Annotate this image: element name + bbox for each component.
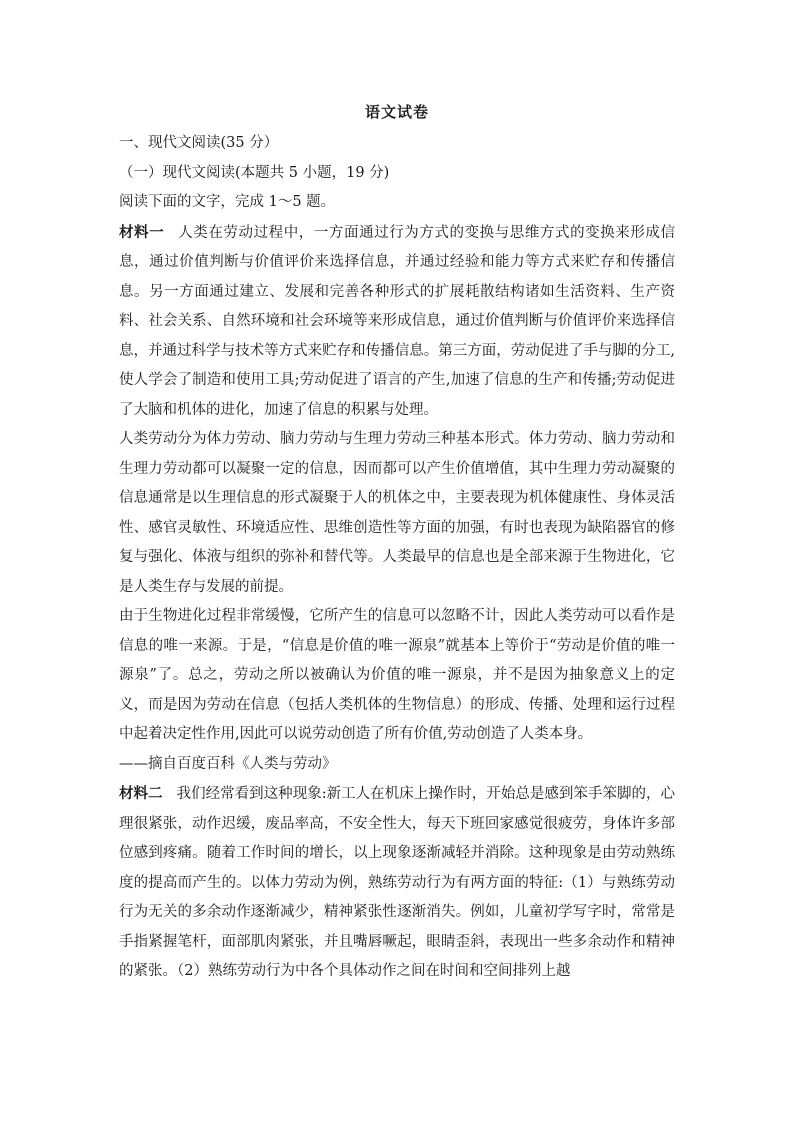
material-one-label: 材料一 <box>119 223 165 241</box>
material-one-source: ——摘自百度百科《人类与劳动》 <box>119 755 337 772</box>
instruction-text: 阅读下面的文字，完成 1～5 题。 <box>119 194 336 210</box>
page-title: 语文试卷 <box>364 103 429 121</box>
material-two-text-1: 我们经常看到这种现象:新工人在机床上操作时，开始总是感到笨手笨脚的，心理很紧张，动作迟缓，废品率高，不安全性大，每天下班回家感觉很疲劳，身体许多部位感到疼痛。随着工作时间的增长，以上现象逐渐减轻并消除。这种现象是由劳动熟练度的提高而产生的。以体力劳动为例，熟练劳动行为有两方面的特征:（1）与熟练劳动行为无关的多余动作逐渐减少，精神紧张性逐渐消失。例如，儿童初学写字时，常常是手指紧握笔杆，面部肌肉紧张，并且嘴唇噘起，眼睛歪斜，表现出一些多余动作和精神的紧张。（2）熟练劳动行为中各个具体动作之间在时间和空间排列上越 <box>119 786 676 979</box>
material-one-paragraph-1 <box>119 218 675 426</box>
material-two-paragraph-1 <box>119 779 675 987</box>
material-one-paragraph-2: 人类劳动分为体力劳动、脑力劳动与生理力劳动三种基本形式。体力劳动、脑力劳动和生理力劳动都可以凝聚一定的信息，因而都可以产生价值增值，其中生理力劳动凝聚的信息通常是以生理信息的形式凝聚于人的机体之中，主要表现为机体健康性、身体灵活性、感官灵敏性、环境适应性、思维创造性等方面的加强，有时也表现为缺陷器官的修复与强化、体液与组织的弥补和替代等。人类最早的信息也是全部来源于生物进化，它是人类生存与发展的前提。 <box>119 431 675 595</box>
material-two-label: 材料二 <box>119 785 163 802</box>
section-heading: 一、现代文阅读(35 分） <box>119 135 279 151</box>
document-body <box>119 100 675 987</box>
material-one-paragraph-3: 由于生物进化过程非常缓慢，它所产生的信息可以忽略不计，因此人类劳动可以看作是信息的唯一来源。于是，“信息是价值的唯一源泉”就基本上等价于“劳动是价值的唯一源泉”了。总之，劳动之所以被确认为价值的唯一源泉，并不是因为抽象意义上的定义，而是因为劳动在信息（包括人类机体的生物信息）的形成、传播、处理和运行过程中起着决定性作用,因此可以说劳动创造了所有价值,劳动创造了人类本身。 <box>119 608 675 742</box>
subsection-heading: （一）现代文阅读(本题共 5 小题，19 分) <box>119 164 390 181</box>
material-one-text-1: 人类在劳动过程中，一方面通过行为方式的变换与思维方式的变换来形成信息，通过价值判断与价值评价来选择信息，并通过经验和能力等方式来贮存和传播信息。另一方面通过建立、发展和完善各种形式的扩展耗散结构诸如生活资料、生产资料、社会关系、自然环境和社会环境等来形成信息，通过价值判断与价值评价来选择信息，并通过科学与技术等方式来贮存和传播信息。第三方面，劳动促进了手与脚的分工,使人学会了制造和使用工具;劳动促进了语言的产生,加速了信息的生产和传播;劳动促进了大脑和机体的进化，加速了信息的积累与处理。 <box>119 224 676 418</box>
